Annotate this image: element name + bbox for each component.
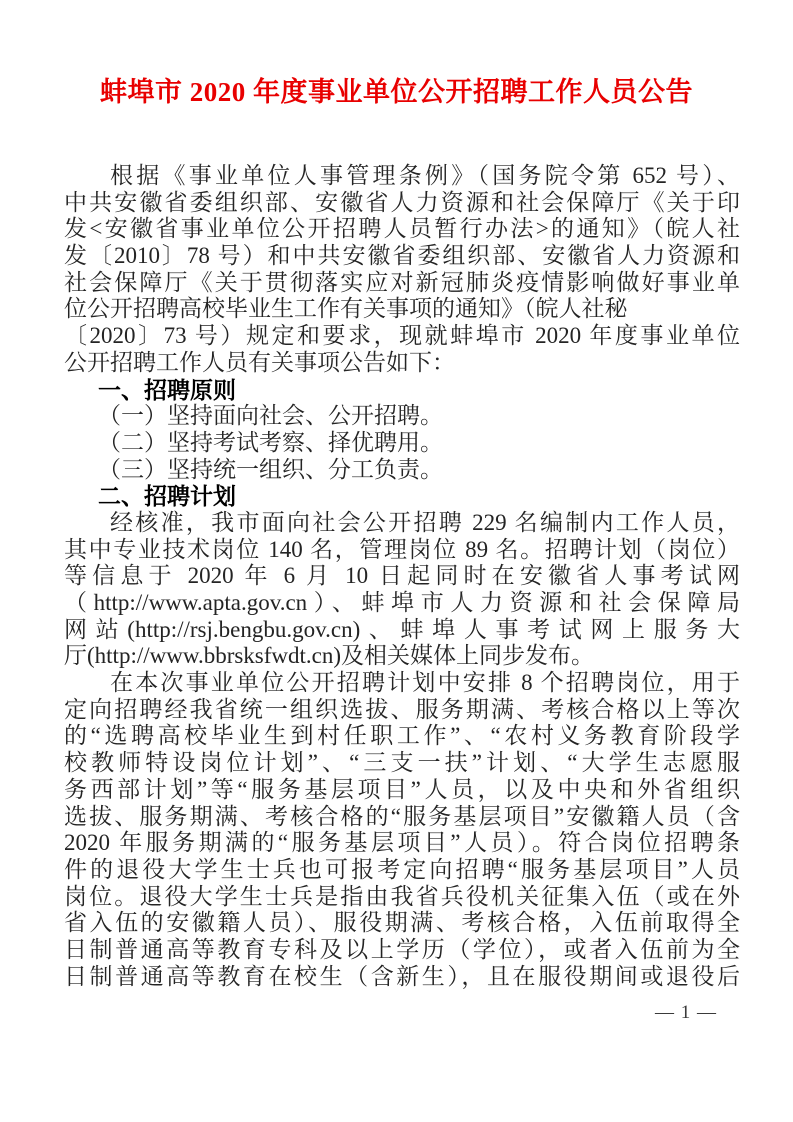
document-body (64, 163, 740, 990)
text-line: 日制普通高等教育在校生（含新生），且在服役期间或退役后 (64, 963, 740, 989)
text-line: 网站(http://rsj.bengbu.gov.cn)、蚌埠人事考试网上服务大 (64, 616, 740, 642)
text-line: 中共安徽省委组织部、安徽省人力资源和社会保障厅《关于印 (64, 189, 740, 215)
text-line: 厅(http://www.bbrsksfwdt.cn)及相关媒体上同步发布。 (64, 643, 595, 669)
text-line: （三）坚持统一组织、分工负责。 (98, 456, 443, 482)
text-line: 省入伍的安徽籍人员）、服役期满、考核合格，入伍前取得全 (64, 910, 740, 936)
text-line: 岗位。退役大学生士兵是指由我省兵役机关征集入伍（或在外 (64, 883, 740, 909)
text-line: （二）坚持考试考察、择优聘用。 (98, 429, 443, 455)
text-line: （http://www.apta.gov.cn）、蚌埠市人力资源和社会保障局 (64, 590, 740, 615)
section-heading: 一、招聘原则 (98, 376, 236, 403)
text-line: 公开招聘工作人员有关事项公告如下： (64, 349, 455, 375)
text-line: 社会保障厅《关于贯彻落实应对新冠肺炎疫情影响做好事业单 (64, 269, 740, 295)
document-title: 蚌埠市 2020 年度事业单位公开招聘工作人员公告 (100, 77, 693, 107)
page-number: — 1 — (655, 1002, 717, 1024)
text-line: 发〔2010〕78 号）和中共安徽省委组织部、安徽省人力资源和 (64, 243, 740, 269)
text-line: 在本次事业单位公开招聘计划中安排 8 个招聘岗位，用于 (110, 670, 740, 696)
text-line: 经核准，我市面向社会公开招聘 229 名编制内工作人员， (110, 509, 740, 535)
text-line: 件的退役大学生士兵也可报考定向招聘“服务基层项目”人员 (64, 856, 740, 882)
text-line: 日制普通高等教育专科及以上学历（学位），或者入伍前为全 (64, 936, 740, 962)
text-line: （一）坚持面向社会、公开招聘。 (98, 403, 443, 429)
text-line: 位公开招聘高校毕业生工作有关事项的通知》（皖人社秘 (64, 296, 628, 322)
text-line: 其中专业技术岗位 140 名，管理岗位 89 名。招聘计划（岗位） (64, 536, 740, 562)
text-line: 校教师特设岗位计划”、“三支一扶”计划、“大学生志愿服 (64, 750, 740, 776)
text-line: 2020 年服务期满的“服务基层项目”人员）。符合岗位招聘条 (64, 830, 740, 856)
text-line: 选拔、服务期满、考核合格的“服务基层项目”安徽籍人员（含 (64, 803, 740, 829)
section-heading: 二、招聘计划 (98, 483, 236, 510)
text-line: 的“选聘高校毕业生到村任职工作”、“农村义务教育阶段学 (64, 723, 740, 749)
text-line: 定向招聘经我省统一组织选拔、服务期满、考核合格以上等次 (64, 696, 740, 722)
text-line: 等信息于 2020 年 6 月 10 日起同时在安徽省人事考试网 (64, 563, 740, 589)
text-line: 根据《事业单位人事管理条例》（国务院令第 652 号）、 (110, 163, 740, 188)
text-line: 发<安徽省事业单位公开招聘人员暂行办法>的通知》（皖人社 (64, 216, 740, 242)
text-line: 务西部计划”等“服务基层项目”人员，以及中央和外省组织 (64, 776, 740, 802)
text-line: 〔2020〕73 号）规定和要求，现就蚌埠市 2020 年度事业单位 (64, 323, 740, 349)
